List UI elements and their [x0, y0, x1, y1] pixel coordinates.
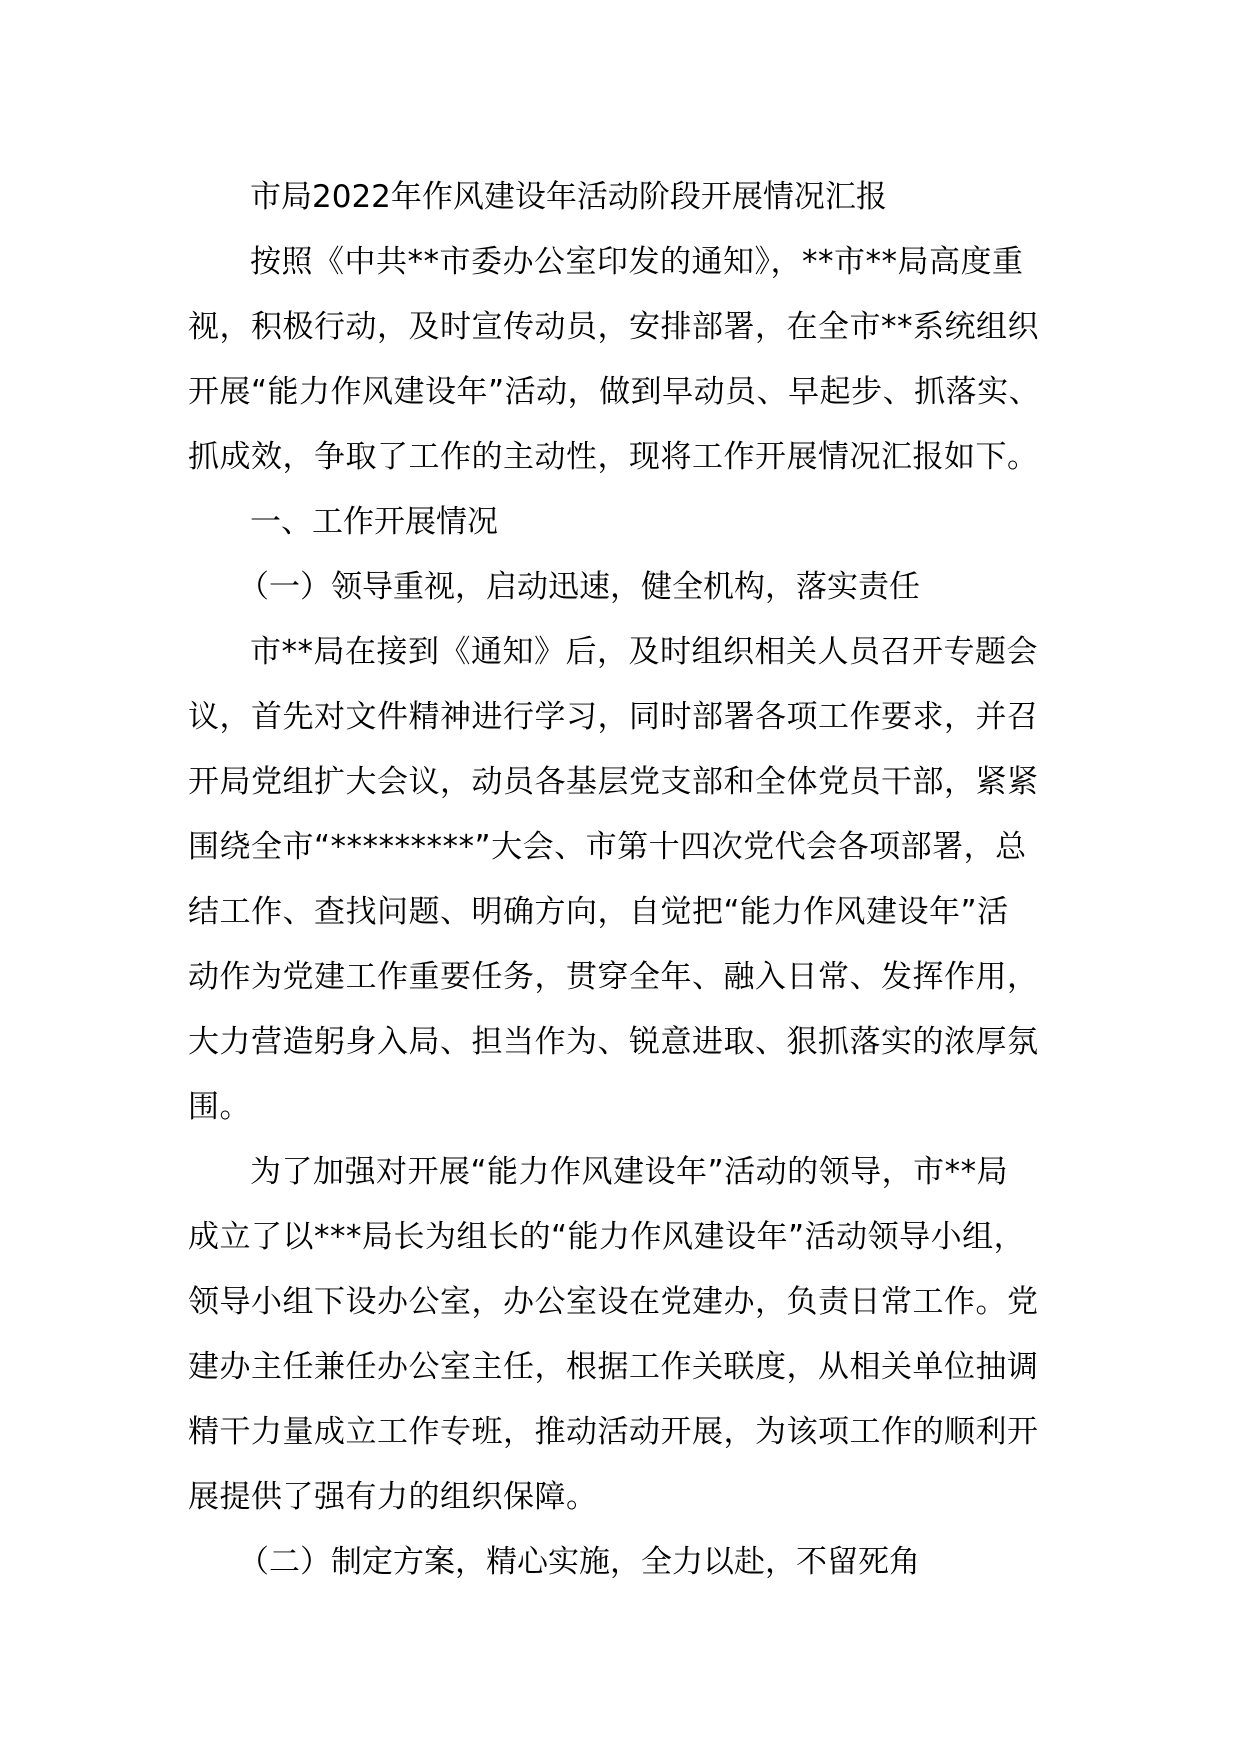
document-title: 市局2022年作风建设年活动阶段开展情况汇报 [250, 179, 887, 215]
paragraph-line: 围绕全市“*********”大会、市第十四次党代会各项部署，总 [188, 829, 1027, 865]
paragraph-line: 动作为党建工作重要任务，贯穿全年、融入日常、发挥作用， [188, 959, 1039, 995]
paragraph-3 [188, 1140, 1068, 1530]
intro-line: 抓成效，争取了工作的主动性，现将工作开展情况汇报如下。 [188, 439, 1039, 475]
intro-paragraph [188, 230, 1068, 490]
paragraph-line: 精干力量成立工作专班，推动活动开展，为该项工作的顺利开 [188, 1414, 1039, 1450]
paragraph-line: 成立了以***局长为组长的“能力作风建设年”活动领导小组， [188, 1219, 1026, 1255]
paragraph-line: 结工作、查找问题、明确方向，自觉把“能力作风建设年”活 [188, 894, 1009, 930]
paragraph-2 [188, 620, 1068, 1140]
intro-line: 按照《中共**市委办公室印发的通知》，**市**局高度重 [250, 244, 1024, 280]
paragraph-line: 围。 [188, 1089, 251, 1125]
document-body [188, 165, 1068, 1595]
paragraph-line: 展提供了强有力的组织保障。 [188, 1479, 598, 1515]
paragraph-line: 议，首先对文件精神进行学习，同时部署各项工作要求，并召 [188, 699, 1039, 735]
paragraph-line: 领导小组下设办公室，办公室设在党建办，负责日常工作。党 [188, 1284, 1039, 1320]
paragraph-line: 建办主任兼任办公室主任，根据工作关联度，从相关单位抽调 [188, 1349, 1039, 1385]
subsection-heading-1: （一）领导重视，启动迅速，健全机构，落实责任 [238, 569, 920, 605]
paragraph-line: 市**局在接到《通知》后，及时组织相关人员召开专题会 [250, 634, 1038, 670]
paragraph-line: 大力营造躬身入局、担当作为、锐意进取、狠抓落实的浓厚氛 [188, 1024, 1039, 1060]
intro-line: 视，积极行动，及时宣传动员，安排部署，在全市**系统组织 [188, 309, 1039, 345]
subsection-heading-2: （二）制定方案，精心实施，全力以赴，不留死角 [238, 1544, 920, 1580]
paragraph-line: 开局党组扩大会议，动员各基层党支部和全体党员干部，紧紧 [188, 764, 1039, 800]
paragraph-line: 为了加强对开展“能力作风建设年”活动的领导，市**局 [250, 1154, 1009, 1190]
intro-line: 开展“能力作风建设年”活动，做到早动员、早起步、抓落实、 [188, 374, 1041, 410]
section-heading-1: 一、工作开展情况 [250, 504, 498, 540]
